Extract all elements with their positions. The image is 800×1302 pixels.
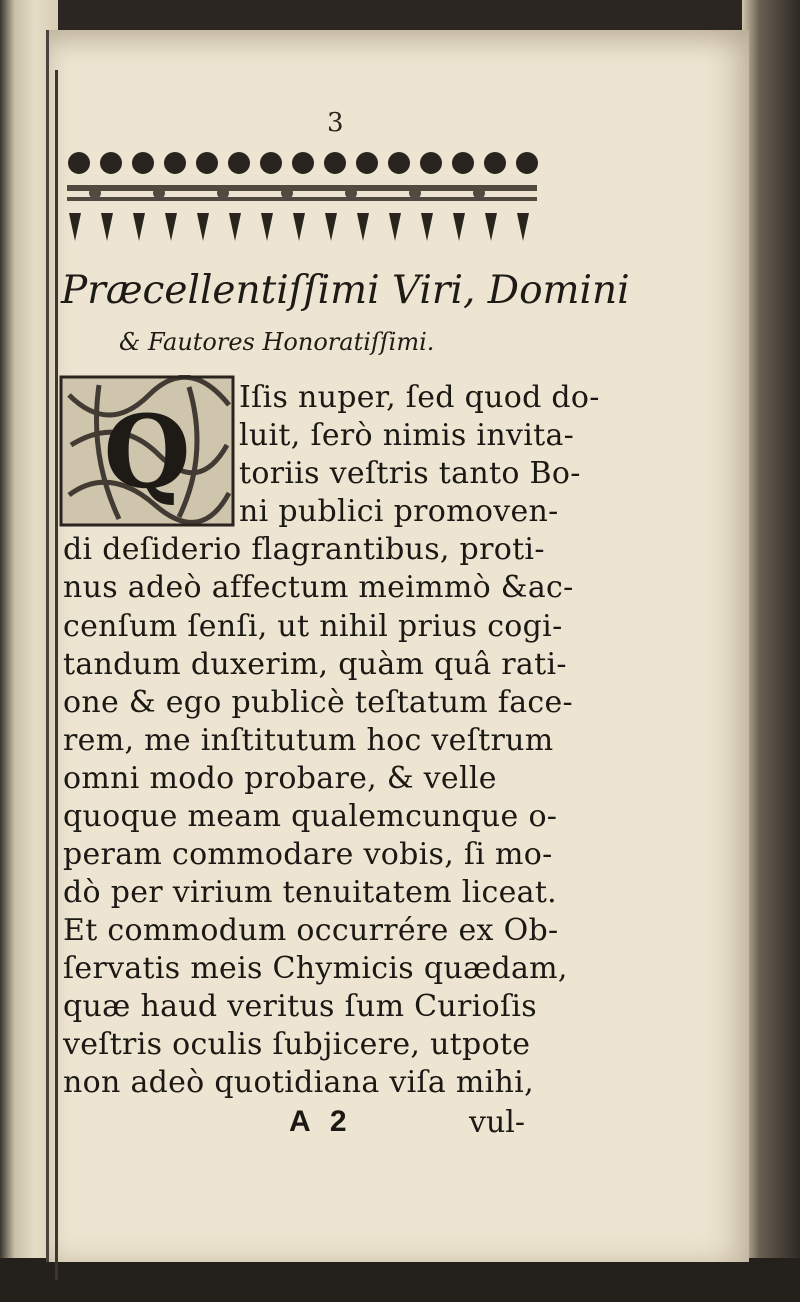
address-subheading: & Fautores Honoratiſſimi. [119, 328, 435, 356]
text-line: luit, ſerò nimis invita- [239, 418, 575, 453]
book-bottom-shadow [0, 1258, 800, 1302]
text-line: veſtris oculis ſubjicere, utpote [63, 1027, 531, 1062]
text-line: quoque meam qualemcunque o- [63, 799, 558, 834]
catchword: vul- [469, 1105, 526, 1140]
page-left-rule [55, 70, 58, 1280]
signature-mark: A 2 [289, 1105, 353, 1138]
page-number: 3 [327, 108, 344, 138]
text-line: ſervatis meis Chymicis quædam, [63, 951, 568, 986]
text-line: tandum duxerim, quàm quâ rati- [63, 647, 567, 682]
text-line: ni publici promoven- [239, 494, 559, 529]
text-line: toriis veſtris tanto Bo- [239, 456, 581, 491]
text-line: peram commodare vobis, ſi mo- [63, 837, 553, 872]
book-page [46, 30, 749, 1262]
text-line: di deſiderio flagrantibus, proti- [63, 532, 545, 567]
headpiece-ornament [59, 133, 545, 263]
address-heading: Præcellentiſſimi Viri, Domini [61, 268, 630, 313]
ornament-row-middle [67, 185, 537, 201]
drop-cap-letter: Q [103, 393, 191, 511]
text-line: non adeò quotidiana viſa mihi, [63, 1065, 534, 1100]
text-line: one & ego publicè teſtatum face- [63, 685, 573, 720]
text-line: dò per virium tenuitatem liceat. [63, 875, 558, 910]
text-line: nus adeò affectum meimmò &ac- [63, 570, 574, 605]
book-edge [742, 0, 800, 1302]
text-line: cenſum ſenſi, ut nihil prius cogi- [63, 609, 563, 644]
text-line: Et commodum occurrére ex Ob- [63, 913, 559, 948]
ornament-row-bottom [69, 213, 529, 241]
text-line: omni modo probare, & velle [63, 761, 497, 796]
ornament-row-top [68, 152, 538, 174]
text-line: quæ haud veritus ſum Curioſis [63, 989, 537, 1024]
text-line: rem, me inſtitutum hoc veſtrum [63, 723, 554, 758]
text-line: Iſis nuper, ſed quod do- [239, 380, 600, 415]
decorated-initial [59, 375, 235, 527]
